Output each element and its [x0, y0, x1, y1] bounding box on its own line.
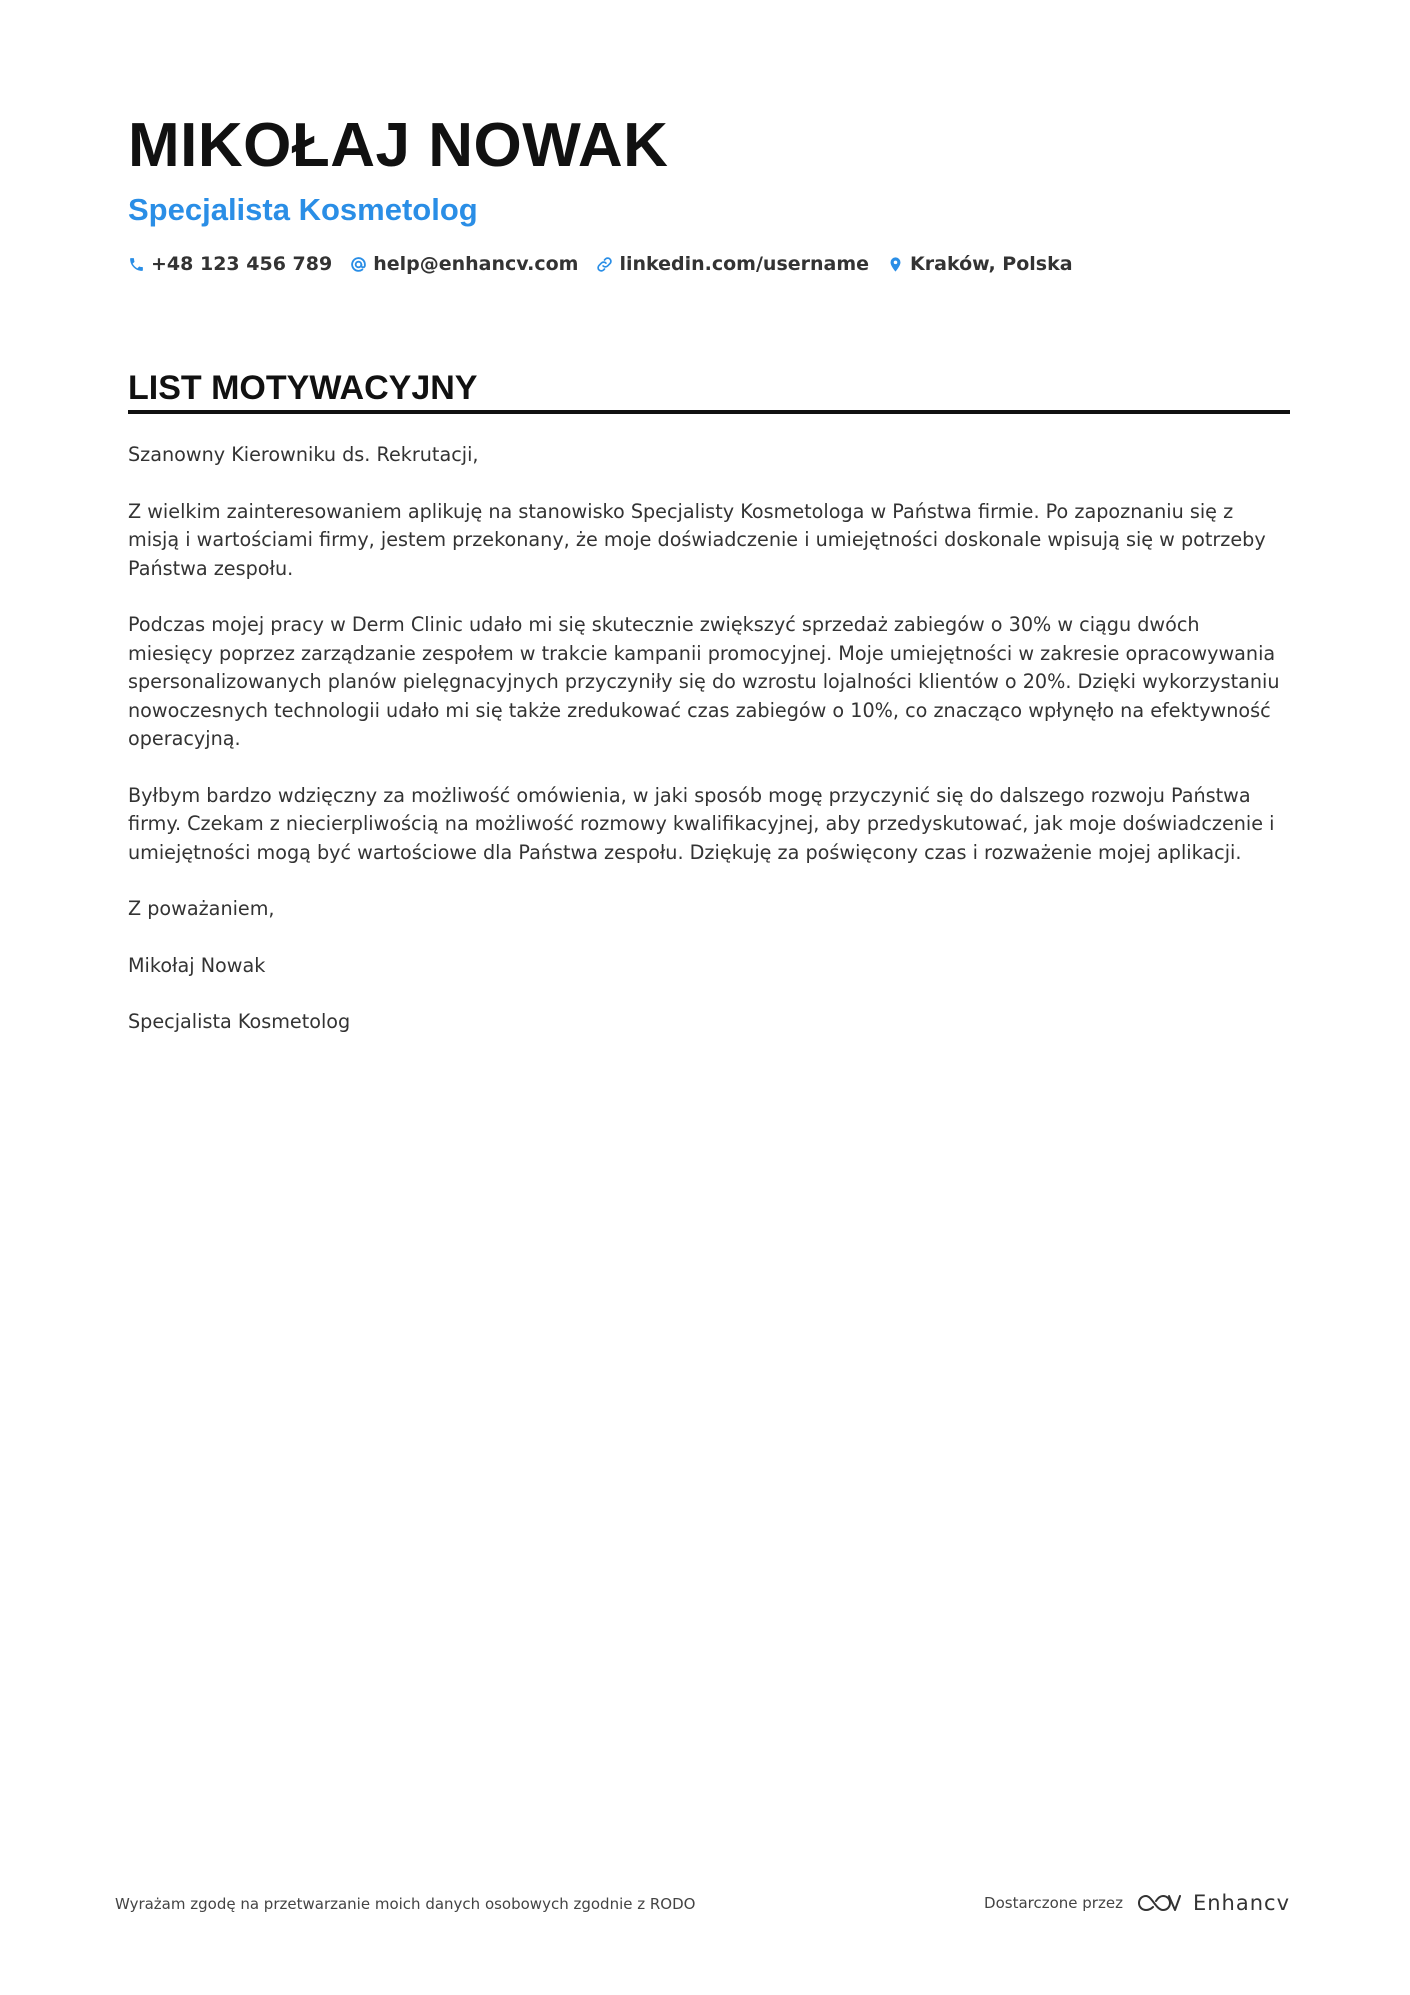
signature-name: Mikołaj Nowak: [128, 953, 266, 977]
letter-paragraph-3: Byłbym bardzo wdzięczny za możliwość omówienia, w jaki sposób mogę przyczynić się do dalszego rozwoju Państwa firmy. Czekam z niecierpliwością na możliwość rozmowy kwalifikacyjnej, aby przedyskutować, jak moje doświadczenie i umiejętności mogą być wartościowe dla Państwa zespołu. Dziękuję za poświęcony czas i rozważenie mojej aplikacji.: [128, 783, 1275, 864]
letter-closing: Z poważaniem,: [128, 897, 275, 920]
provided-by-label: Dostarczone przez: [984, 1894, 1123, 1912]
contact-email: [350, 253, 578, 275]
gdpr-consent: Wyrażam zgodę na przetwarzanie moich danych osobowych zgodnie z RODO: [115, 1895, 696, 1913]
letter-salutation: Szanowny Kierowniku ds. Rekrutacji,: [128, 443, 479, 466]
candidate-role: Specjalista Kosmetolog: [128, 192, 478, 227]
contact-email-text: help@enhancv.com: [373, 253, 579, 275]
contact-bar: [128, 253, 1091, 275]
link-icon: [596, 256, 613, 273]
section-title: LIST MOTYWACYJNY: [128, 369, 478, 407]
provided-by: [984, 1890, 1290, 1916]
contact-phone: [128, 253, 332, 275]
candidate-name: MIKOŁAJ NOWAK: [128, 111, 669, 180]
contact-location-text: Kraków, Polska: [910, 253, 1073, 275]
contact-linkedin-text: linkedin.com/username: [619, 253, 870, 275]
contact-location: [887, 253, 1073, 275]
section-divider: [128, 410, 1290, 414]
letter-paragraph-1: Z wielkim zainteresowaniem aplikuję na stanowisko Specjalisty Kosmetologa w Państwa firmie. Po zapoznaniu się z misją i wartościami firmy, jestem przekonany, że moje doświadczenie i umiejętności doskonale wpisują się w potrzeby Państwa zespołu.: [128, 499, 1266, 580]
phone-icon: [128, 256, 145, 273]
location-pin-icon: [887, 256, 904, 273]
enhancv-logo-icon: [1135, 1890, 1181, 1916]
at-icon: [350, 256, 367, 273]
signature-role: Specjalista Kosmetolog: [128, 1010, 351, 1033]
letter-body: [128, 441, 1290, 1065]
contact-linkedin: [596, 253, 869, 275]
contact-phone-text: +48 123 456 789: [151, 253, 333, 275]
enhancv-brand-name: Enhancv: [1192, 1891, 1290, 1915]
letter-paragraph-2: Podczas mojej pracy w Derm Clinic udało mi się skutecznie zwiększyć sprzedaż zabiegów o 30% w ciągu dwóch miesięcy poprzez zarządzanie zespołem w trakcie kampanii promocyjnej. Moje umiejętności w zakresie opracowywania spersonalizowanych planów pielęgnacyjnych przyczyniły się do wzrostu lojalności klientów o 20%. Dzięki wykorzystaniu nowoczesnych technologii udało mi się także zredukować czas zabiegów o 10%, co znacząco wpłynęło na efektywność operacyjną.: [128, 613, 1280, 750]
